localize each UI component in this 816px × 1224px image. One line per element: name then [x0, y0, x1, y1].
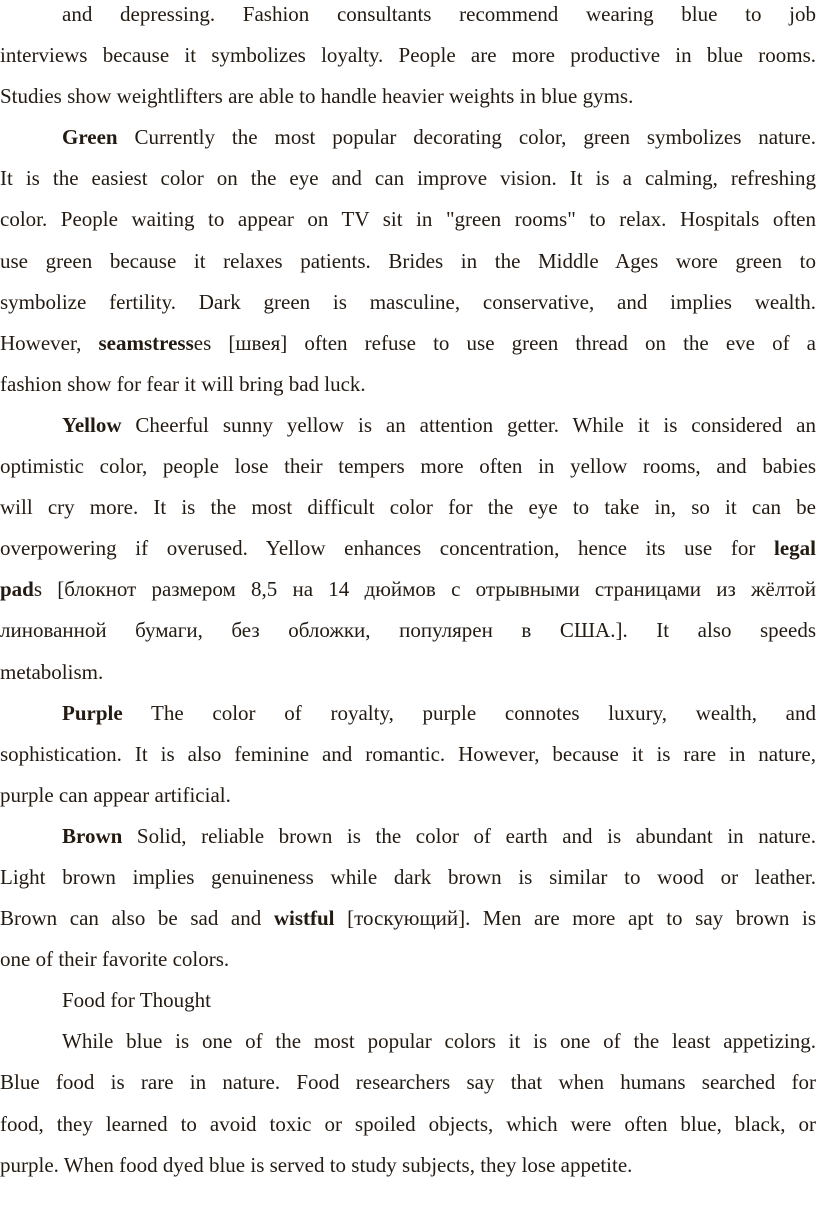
text-line	[0, 1145, 816, 1186]
text-run: fashion show for fear it will bring bad luck.	[0, 371, 366, 396]
text-run: optimistic color, people lose their tempers more often in yellow rooms, and babies	[0, 454, 816, 479]
text-line	[0, 652, 816, 693]
text-line	[0, 199, 816, 240]
food-for-thought-heading	[0, 980, 816, 1021]
text-line	[0, 364, 816, 405]
text-line	[0, 76, 816, 117]
text-run: symbolize fertility. Dark green is masculine, conservative, and implies wealth.	[0, 289, 816, 314]
text-run: use green because it relaxes patients. Brides in the Middle Ages wore green to	[0, 248, 816, 273]
text-run: The color of royalty, purple connotes luxury, wealth, and	[122, 700, 816, 725]
blue-paragraph-end	[0, 0, 816, 117]
text-line	[0, 610, 816, 651]
bold-term: Yellow	[62, 412, 122, 437]
text-line	[0, 158, 816, 199]
bold-term: Green	[62, 125, 118, 150]
text-run: Solid, reliable brown is the color of earth and is abundant in nature.	[122, 823, 816, 848]
text-run: will cry more. It is the most difficult color for the eye to take in, so it can be	[0, 495, 816, 520]
text-run: metabolism.	[0, 659, 104, 684]
text-line	[0, 35, 816, 76]
text-line	[0, 857, 816, 898]
text-line	[0, 898, 816, 939]
text-run: Brown can also be sad and	[0, 906, 274, 931]
bold-term: Brown	[62, 823, 123, 848]
text-run: color. People waiting to appear on TV sit in "green rooms" to relax. Hospitals often	[0, 207, 816, 232]
text-run: purple can appear artificial.	[0, 782, 231, 807]
text-line	[0, 775, 816, 816]
text-line	[0, 569, 816, 610]
text-run: Light brown implies genuineness while dark brown is similar to wood or leather.	[0, 864, 816, 889]
bold-term: Purple	[62, 700, 123, 725]
text-run: While blue is one of the most popular colors it is one of the least appetizing.	[62, 1029, 816, 1054]
text-run: [тоскующий]. Men are more apt to say brown is	[334, 906, 816, 931]
brown-paragraph	[0, 816, 816, 980]
text-line	[0, 323, 816, 364]
text-line	[0, 117, 816, 158]
text-line	[0, 816, 816, 857]
text-run: Food for Thought	[62, 988, 211, 1013]
text-line	[0, 939, 816, 980]
text-run: and depressing. Fashion consultants recommend wearing blue to job	[62, 2, 816, 26]
text-line	[0, 405, 816, 446]
text-line	[0, 487, 816, 528]
text-line	[0, 1021, 816, 1062]
text-run: Cheerful sunny yellow is an attention getter. While it is considered an	[121, 412, 816, 437]
text-run: Studies show weightlifters are able to handle heavier weights in blue gyms.	[0, 84, 634, 109]
yellow-paragraph	[0, 405, 816, 693]
bold-term: seamstress	[98, 330, 194, 355]
text-line	[0, 1062, 816, 1103]
text-run: es [швея] often refuse to use green thread on the eve of a	[193, 330, 816, 355]
food-paragraph	[0, 1021, 816, 1185]
bold-term: wistful	[273, 906, 335, 931]
text-run: It is the easiest color on the eye and can improve vision. It is a calming, refreshing	[0, 166, 816, 191]
text-line	[0, 693, 816, 734]
text-run: purple. When food dyed blue is served to study subjects, they lose appetite.	[0, 1152, 633, 1177]
text-run: sophistication. It is also feminine and romantic. However, because it is rare in nature,	[0, 741, 816, 766]
text-run: линованной бумаги, без обложки, популярен в США.]. It also speeds	[0, 618, 816, 643]
text-run: Currently the most popular decorating color, green symbolizes nature.	[117, 125, 816, 150]
bold-term: legal	[774, 536, 816, 561]
text-line	[0, 0, 816, 35]
text-run: Blue food is rare in nature. Food researchers say that when humans searched for	[0, 1070, 816, 1095]
text-run: However,	[0, 330, 99, 355]
text-run: overpowering if overused. Yellow enhances concentration, hence its use for	[0, 536, 774, 561]
text-line	[0, 528, 816, 569]
text-run: s [блокнот размером 8,5 на 14 дюймов с отрывными страницами из жёлтой	[33, 577, 816, 602]
text-run: one of their favorite colors.	[0, 947, 230, 972]
text-line	[0, 282, 816, 323]
bold-term: pad	[0, 577, 34, 602]
text-line	[0, 446, 816, 487]
text-line	[0, 1104, 816, 1145]
text-line	[0, 734, 816, 775]
text-line	[0, 241, 816, 282]
green-paragraph	[0, 117, 816, 405]
text-run: food, they learned to avoid toxic or spoiled objects, which were often blue, black, or	[0, 1111, 816, 1136]
text-run: interviews because it symbolizes loyalty. People are more productive in blue rooms.	[0, 43, 816, 68]
purple-paragraph	[0, 693, 816, 816]
text-line	[0, 980, 816, 1021]
